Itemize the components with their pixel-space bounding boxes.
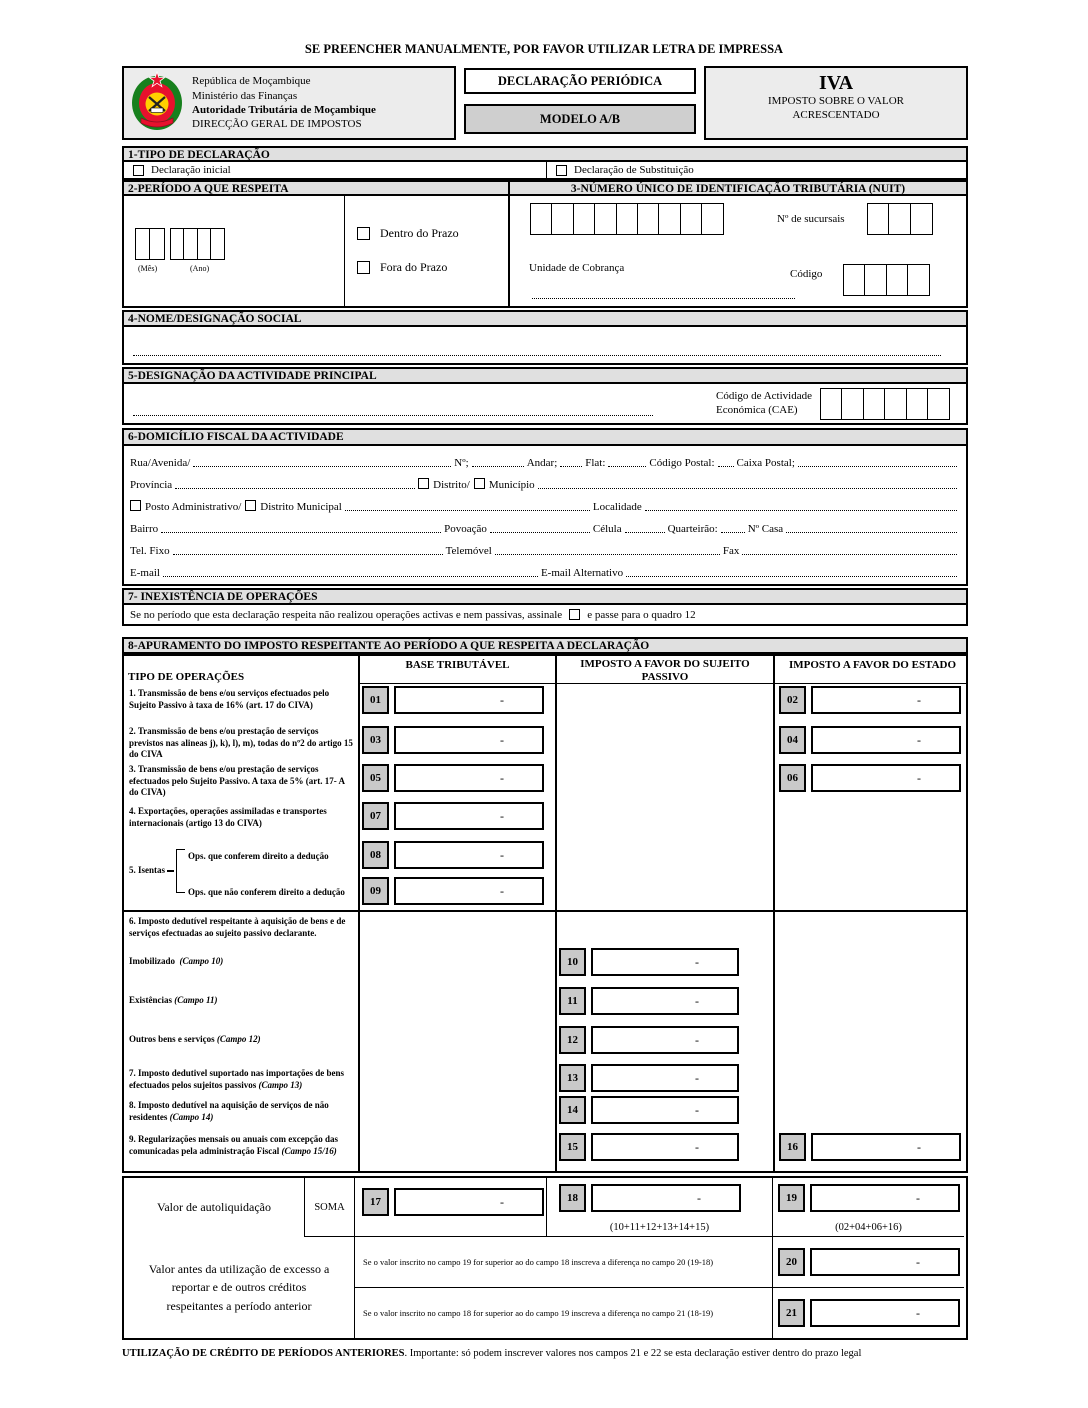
field-12-value[interactable]: - xyxy=(591,1026,739,1054)
field-04-number: 04 xyxy=(779,726,806,754)
field-09-value[interactable]: - xyxy=(394,877,544,905)
province-label: Província xyxy=(130,479,173,491)
field-12-number: 12 xyxy=(559,1026,586,1054)
field-18-number: 18 xyxy=(559,1184,586,1212)
initial-declaration-label: Declaração inicial xyxy=(151,164,231,176)
op9-campo: (Campo 15/16) xyxy=(281,1145,337,1156)
field-08-number: 08 xyxy=(362,841,389,869)
field-17-cell xyxy=(355,1178,547,1237)
year-input[interactable] xyxy=(170,228,225,260)
field-20-value[interactable]: - xyxy=(810,1248,960,1276)
field-18-formula: (10+11+12+13+14+15) xyxy=(609,1222,710,1233)
section5-body xyxy=(122,384,968,425)
option-initial-declaration xyxy=(124,162,547,178)
field-21-number: 21 xyxy=(778,1299,805,1327)
op6a-campo: (Campo 10) xyxy=(179,956,224,966)
municipal-district-input-line[interactable] xyxy=(345,498,590,511)
org-line-3: Autoridade Tributária de Moçambique xyxy=(192,104,376,116)
email-label: E-mail xyxy=(130,567,160,579)
field-19 xyxy=(778,1184,960,1212)
mobile-input-line[interactable] xyxy=(495,542,720,555)
col-state-header: IMPOSTO A FAVOR DO ESTADO xyxy=(788,659,957,671)
address-row-6 xyxy=(130,558,960,580)
section2-title: 2-PERÍODO A QUE RESPEITA xyxy=(124,182,510,194)
admin-post-checkbox[interactable] xyxy=(130,500,141,511)
field-08 xyxy=(362,841,544,869)
field-11-number: 11 xyxy=(559,987,586,1015)
period-area xyxy=(124,196,345,306)
nuit-area xyxy=(510,196,966,306)
code-input[interactable] xyxy=(843,264,930,296)
field-20 xyxy=(778,1248,960,1276)
mozambique-coat-of-arms-icon xyxy=(130,70,184,137)
operation-1-label: 1. Transmissão de bens e/ou serviços efectuados pelo Sujeito Passivo à taxa de 16% (art. 17 do CIVA) xyxy=(129,688,330,710)
field-07-value[interactable]: - xyxy=(394,802,544,830)
operation-2-label: 2. Transmissão de bens e/ou prestação de serviços previstos nas alineas j), k), l), m), todas do nº2 do artigo 15 do CIVA xyxy=(129,726,353,760)
field-11-value[interactable]: - xyxy=(591,987,739,1015)
operation-5b-label: Ops. que não conferem direito a dedução xyxy=(188,887,345,897)
field-17-value[interactable]: - xyxy=(394,1188,544,1216)
section4-title: 4-NOME/DESIGNAÇÃO SOCIAL xyxy=(122,310,968,327)
field-16-number: 16 xyxy=(779,1133,806,1161)
field-14-value[interactable]: - xyxy=(591,1096,739,1124)
field-18-value[interactable]: - xyxy=(591,1184,741,1212)
field-12 xyxy=(559,1026,739,1054)
block-label: Quarteirão: xyxy=(667,523,718,535)
authority-text xyxy=(192,74,376,131)
municipal-district-label: Distrito Municipal xyxy=(260,501,342,513)
district-checkbox[interactable] xyxy=(418,478,429,489)
field-06-value[interactable]: - xyxy=(811,764,961,792)
municipality-input-line[interactable] xyxy=(538,476,957,489)
operation-9-label xyxy=(129,1134,355,1157)
field-17 xyxy=(362,1188,544,1216)
cell-label: Célula xyxy=(592,523,622,535)
field-19-number: 19 xyxy=(778,1184,805,1212)
op6b-text: Existências xyxy=(129,995,173,1005)
section1-title: 1-TIPO DE DECLARAÇÃO xyxy=(122,146,968,162)
operation-6b-label xyxy=(129,995,355,1007)
section6-body xyxy=(122,446,968,586)
month-label: (Mês) xyxy=(138,264,158,273)
op8-campo: (Campo 14) xyxy=(169,1111,214,1122)
street-input-line[interactable] xyxy=(193,454,451,467)
field-10-number: 10 xyxy=(559,948,586,976)
year-label: (Ano) xyxy=(190,264,210,273)
tax-acronym: IVA xyxy=(818,72,854,94)
org-line-4: DIRECÇÃO GERAL DE IMPOSTOS xyxy=(192,118,362,131)
field-13 xyxy=(559,1064,739,1092)
street-label: Rua/Avenida/ xyxy=(130,457,191,469)
address-row-5 xyxy=(130,536,960,558)
number-label: Nº; xyxy=(454,457,469,469)
bracket-connector xyxy=(167,870,174,872)
section3-title: 3-NÚMERO ÚNICO DE IDENTIFICAÇÃO TRIBUTÁRIA (NUIT) xyxy=(570,183,906,195)
field-07 xyxy=(362,802,544,830)
address-row-2 xyxy=(130,470,960,492)
flat-label: Flat: xyxy=(585,457,606,469)
field-21 xyxy=(778,1299,960,1327)
section2-3-body xyxy=(122,196,968,308)
field-03 xyxy=(362,726,544,754)
declaration-title: DECLARAÇÃO PERIÓDICA xyxy=(464,68,696,94)
section1-options xyxy=(122,162,968,180)
address-row-4 xyxy=(130,514,960,536)
tax-table-header xyxy=(122,654,968,684)
tax-table-body xyxy=(122,684,968,1173)
initial-declaration-checkbox[interactable] xyxy=(133,165,144,176)
field-18-cell xyxy=(547,1178,773,1237)
neighborhood-label: Bairro xyxy=(130,523,159,535)
field-14-number: 14 xyxy=(559,1096,586,1124)
operation-7-label xyxy=(129,1068,355,1091)
floor-label: Andar; xyxy=(526,457,558,469)
fax-label: Fax xyxy=(722,545,740,557)
mobile-label: Telemóvel xyxy=(445,545,492,557)
field-03-value[interactable]: - xyxy=(394,726,544,754)
field-05-value[interactable]: - xyxy=(394,764,544,792)
outside-deadline-option xyxy=(357,260,447,275)
section6-title: 6-DOMICÍLIO FISCAL DA ACTIVIDADE xyxy=(122,428,968,446)
org-line-2: Ministério das Finanças xyxy=(192,89,298,102)
field-05-number: 05 xyxy=(362,764,389,792)
section4-body xyxy=(122,327,968,365)
alt-email-label: E-mail Alternativo xyxy=(540,567,624,579)
op7-campo: (Campo 13) xyxy=(258,1079,303,1090)
field-04 xyxy=(779,726,961,754)
bracket-shape xyxy=(176,849,185,893)
field-09-number: 09 xyxy=(362,877,389,905)
locality-input-line[interactable] xyxy=(645,498,957,511)
totals-block xyxy=(122,1176,968,1340)
village-input-line[interactable] xyxy=(490,520,590,533)
house-number-label: Nº Casa xyxy=(747,523,784,535)
cell-input-line[interactable] xyxy=(625,520,665,533)
field-19-cell xyxy=(773,1178,964,1237)
footnote-bold: UTILIZAÇÃO DE CRÉDITO DE PERÍODOS ANTERIORES xyxy=(122,1348,405,1359)
district-label: Distrito/ xyxy=(433,479,470,491)
field-07-number: 07 xyxy=(362,802,389,830)
tax-full-name: IMPOSTO SOBRE O VALOR ACRESCENTADO xyxy=(767,95,904,121)
floor-input-line[interactable] xyxy=(560,454,582,467)
within-deadline-checkbox[interactable] xyxy=(357,227,370,240)
rule-20-text: Se o valor inscrito no campo 19 for superior ao do campo 18 inscreva a diferença no campo 20 (19-18) xyxy=(355,1237,773,1288)
field-21-value[interactable]: - xyxy=(810,1299,960,1327)
operation-5-label: 5. Isentas xyxy=(129,865,166,876)
fax-input-line[interactable] xyxy=(742,542,957,555)
footnote-rest: . Importante: só podem inscrever valores nos campos 21 e 22 se esta declaração estiver dentro do prazo legal xyxy=(404,1348,862,1359)
nuit-input[interactable] xyxy=(530,203,724,235)
admin-post-label: Posto Administrativo/ xyxy=(145,501,242,513)
op6b-campo: (Campo 11) xyxy=(174,995,218,1005)
province-input-line[interactable] xyxy=(175,476,415,489)
field-15 xyxy=(559,1133,739,1161)
field-02 xyxy=(779,686,961,714)
cae-label xyxy=(716,390,812,418)
village-label: Povoação xyxy=(444,523,487,535)
company-name-input-line[interactable] xyxy=(133,343,941,356)
activity-input-line[interactable] xyxy=(133,403,653,416)
no-operations-text: Se no período que esta declaração respeita não realizou operações activas e nem passivas, assinale xyxy=(130,608,563,621)
operation-5a-label: Ops. que conferem direito a dedução xyxy=(188,851,329,861)
field-04-value[interactable]: - xyxy=(811,726,961,754)
within-deadline-option xyxy=(357,226,459,241)
col-taxpayer-header: IMPOSTO A FAVOR DO SUJEITO PASSIVO xyxy=(580,658,750,684)
landline-label: Tel. Fixo xyxy=(130,545,170,557)
credit-usage-footnote xyxy=(122,1348,968,1359)
col-base-header: BASE TRIBUTÁVEL xyxy=(405,659,510,671)
manual-fill-note: SE PREENCHER MANUALMENTE, POR FAVOR UTILIZAR LETRA DE IMPRESSA xyxy=(304,42,784,56)
declaration-model-box xyxy=(464,66,696,140)
section8-title: 8-APURAMENTO DO IMPOSTO RESPEITANTE AO PERÍODO A QUE RESPEITA A DECLARAÇÃO xyxy=(122,637,968,654)
field-15-value[interactable]: - xyxy=(591,1133,739,1161)
landline-input-line[interactable] xyxy=(173,542,443,555)
address-row-3 xyxy=(130,492,960,514)
house-number-input-line[interactable] xyxy=(786,520,957,533)
tax-box xyxy=(704,66,968,140)
field-10 xyxy=(559,948,739,976)
field-16 xyxy=(779,1133,961,1161)
field-01 xyxy=(362,686,544,714)
field-05 xyxy=(362,764,544,792)
outside-deadline-checkbox[interactable] xyxy=(357,261,370,274)
field-14 xyxy=(559,1096,739,1124)
field-20-cell xyxy=(773,1237,964,1288)
substitution-declaration-label: Declaração de Substituição xyxy=(574,164,694,176)
branches-label: Nº de sucursais xyxy=(777,213,845,225)
field-19-value[interactable]: - xyxy=(810,1184,960,1212)
field-02-value[interactable]: - xyxy=(811,686,961,714)
col-operations-header: TIPO DE OPERAÇÕES xyxy=(128,671,245,683)
field-02-number: 02 xyxy=(779,686,806,714)
municipality-checkbox[interactable] xyxy=(474,478,485,489)
option-substitution-declaration xyxy=(547,162,694,178)
municipal-district-checkbox[interactable] xyxy=(245,500,256,511)
operation-8-label xyxy=(129,1100,355,1123)
cae-input[interactable] xyxy=(820,388,950,420)
operation-6a-label xyxy=(129,956,355,968)
field-20-number: 20 xyxy=(778,1248,805,1276)
cae-label-line1: Código de Actividade xyxy=(716,389,812,402)
code-label: Código xyxy=(790,268,823,280)
substitution-declaration-checkbox[interactable] xyxy=(556,165,567,176)
postal-code-input-line[interactable] xyxy=(718,454,734,467)
field-10-value[interactable]: - xyxy=(591,948,739,976)
operation-3-label: 3. Transmissão de bens e/ou prestação de serviços efectuados pelo Sujeito Passivo. A taxa de 5% (art. 17- A do CIVA) xyxy=(129,764,345,798)
rule-21-text: Se o valor inscrito no campo 18 for superior ao do campo 19 inscreva a diferença no campo 21 (18-19) xyxy=(355,1288,773,1338)
field-16-value[interactable]: - xyxy=(811,1133,961,1161)
cae-label-line2: Económica (CAE) xyxy=(716,403,798,416)
operation-5-label-group xyxy=(129,849,189,893)
op7-text: 7. Imposto dedutivel suportado nas importações de bens efectuados pelos sujeitos passivos xyxy=(129,1068,345,1090)
within-deadline-label: Dentro do Prazo xyxy=(380,226,459,240)
field-13-number: 13 xyxy=(559,1064,586,1092)
alt-email-input-line[interactable] xyxy=(626,564,957,577)
field-01-number: 01 xyxy=(362,686,389,714)
field-17-number: 17 xyxy=(362,1188,389,1216)
op6c-campo: (Campo 12) xyxy=(216,1034,261,1044)
no-operations-text-2: e passe para o quadro 12 xyxy=(587,608,696,621)
block-input-line[interactable] xyxy=(721,520,745,533)
operation-6c-label xyxy=(129,1034,355,1046)
field-18 xyxy=(559,1184,741,1212)
authority-box xyxy=(122,66,456,140)
form-header xyxy=(122,66,968,140)
field-01-value[interactable]: - xyxy=(394,686,544,714)
po-box-label: Caixa Postal; xyxy=(736,457,795,469)
outside-deadline-label: Fora do Prazo xyxy=(380,260,448,274)
branches-input[interactable] xyxy=(867,203,933,235)
operation-4-label: 4. Exportações, operações assimiladas e transportes internacionais (artigo 13 do CIVA) xyxy=(129,806,327,828)
no-operations-checkbox[interactable] xyxy=(569,609,580,620)
field-11 xyxy=(559,987,739,1015)
section2-3-titles xyxy=(122,180,968,196)
self-assessment-label: Valor de autoliquidação xyxy=(124,1178,305,1237)
op6c-text: Outros bens e serviços xyxy=(129,1034,215,1044)
field-13-value[interactable]: - xyxy=(591,1064,739,1092)
field-21-cell xyxy=(773,1288,964,1338)
form-body xyxy=(122,66,968,1359)
flat-input-line[interactable] xyxy=(608,454,646,467)
model-label: MODELO A/B xyxy=(464,104,696,134)
municipality-label: Município xyxy=(488,479,535,491)
postal-code-label: Código Postal: xyxy=(649,457,715,469)
collection-unit-input-line[interactable] xyxy=(532,286,795,299)
deadline-area xyxy=(345,196,510,306)
field-03-number: 03 xyxy=(362,726,389,754)
op6a-text: Imobilizado xyxy=(129,956,176,966)
email-input-line[interactable] xyxy=(163,564,538,577)
locality-label: Localidade xyxy=(592,501,642,513)
field-09 xyxy=(362,877,544,905)
collection-unit-label: Unidade de Cobrança xyxy=(529,262,625,274)
address-row-1 xyxy=(130,448,960,470)
op8-text: 8. Imposto dedutível na aquisição de serviços de não residentes xyxy=(129,1100,329,1122)
field-19-formula: (02+04+06+16) xyxy=(835,1222,902,1233)
op9-text: 9. Regularizações mensais ou anuais com excepção das comunicadas pela administração Fiscal xyxy=(129,1134,338,1156)
org-line-1: República de Moçambique xyxy=(192,75,311,88)
section7-body xyxy=(122,605,968,626)
soma-label: SOMA xyxy=(305,1178,355,1237)
field-06 xyxy=(779,764,961,792)
field-06-number: 06 xyxy=(779,764,806,792)
field-15-number: 15 xyxy=(559,1133,586,1161)
operation-6-label: 6. Imposto dedutível respeitante à aquisição de bens e de serviços efectuadas ao sujeito passivo declarante. xyxy=(129,916,346,938)
month-input[interactable] xyxy=(135,228,165,260)
section5-title: 5-DESIGNAÇÃO DA ACTIVIDADE PRINCIPAL xyxy=(122,367,968,384)
section7-title: 7- INEXISTÊNCIA DE OPERAÇÕES xyxy=(122,588,968,605)
neighborhood-input-line[interactable] xyxy=(161,520,441,533)
carryover-label: Valor antes da utilização de excesso a reportar e de outros créditos respeitantes a período anterior xyxy=(124,1237,355,1338)
number-input-line[interactable] xyxy=(472,454,524,467)
field-08-value[interactable]: - xyxy=(394,841,544,869)
po-box-input-line[interactable] xyxy=(798,454,957,467)
